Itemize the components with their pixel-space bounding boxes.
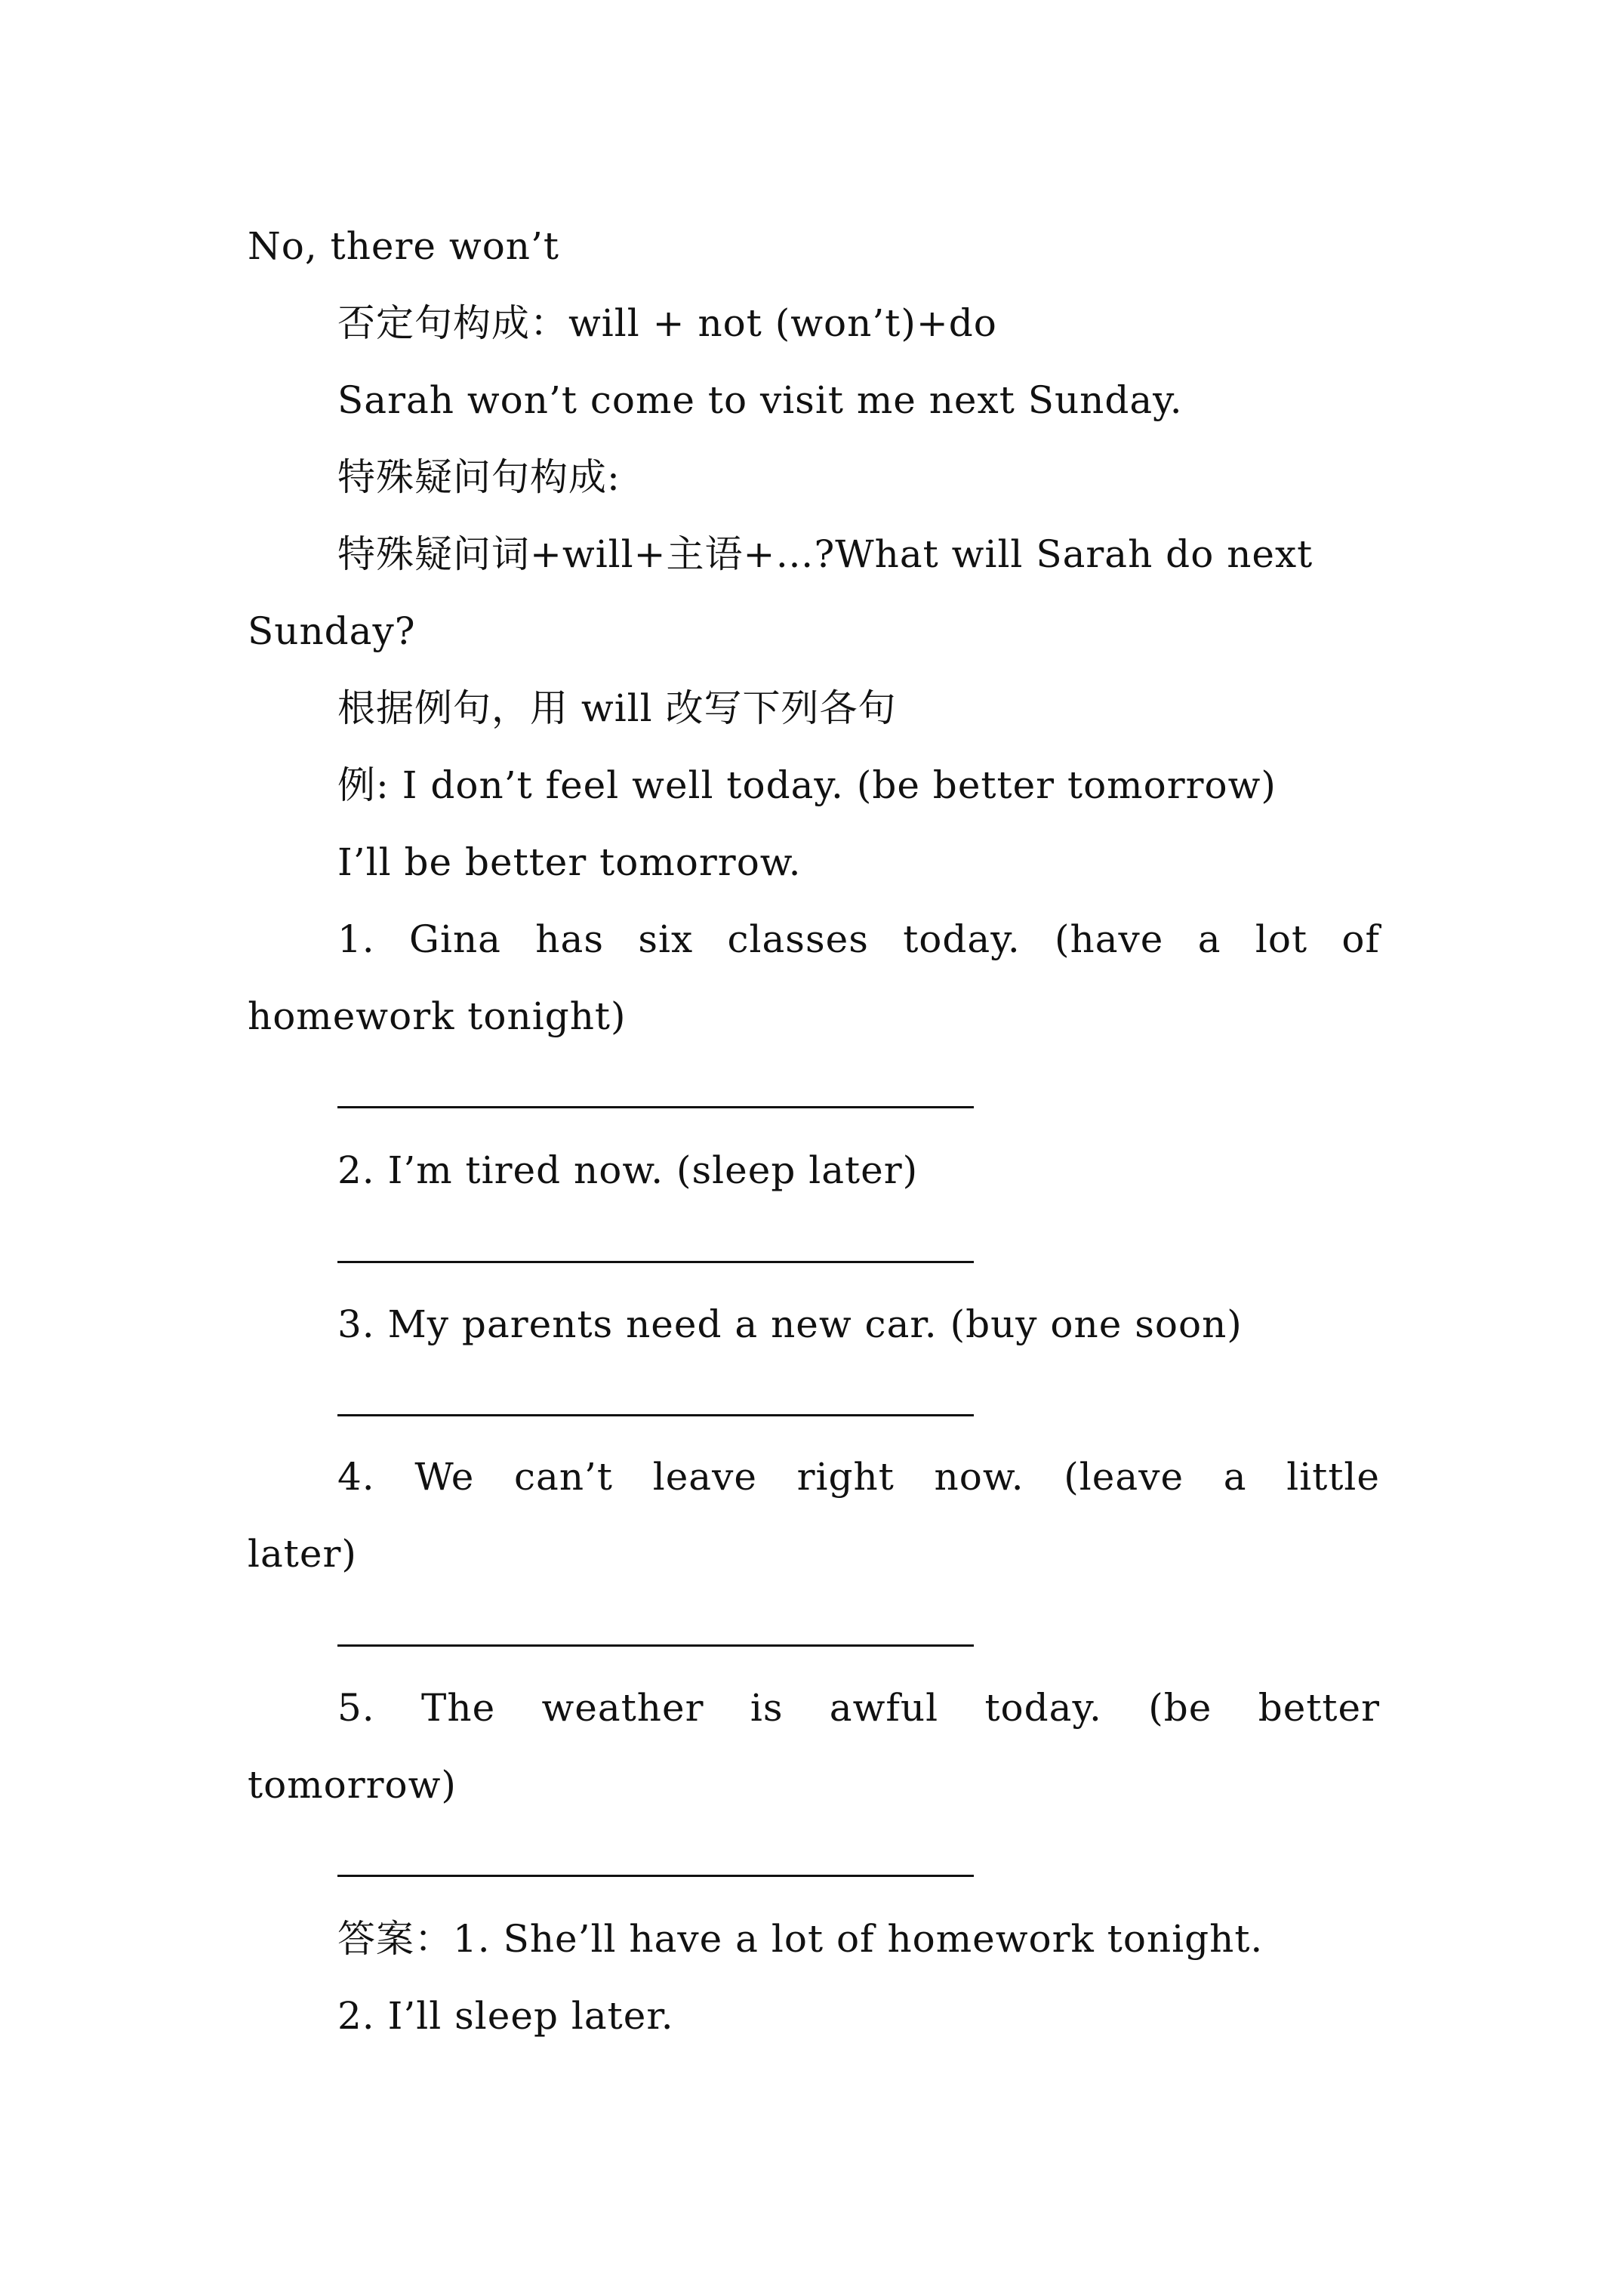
negative-example: Sarah won’t come to visit me next Sunday. [337,378,1183,422]
answer-blank-4[interactable] [337,1644,974,1647]
example-answer: I’ll be better tomorrow. [337,840,802,884]
answer-blank-5[interactable] [337,1875,974,1877]
text-line: No, there won’t [248,224,559,268]
answers-line-1: 答案：1. She’ll have a lot of homework tonight. [337,1917,1264,1961]
negative-rule: 否定句构成：will + not (won’t)+do [337,301,997,345]
exercise-2: 2. I’m tired now. (sleep later) [337,1148,919,1192]
exercise-4-continued: later) [248,1532,357,1576]
exercise-4: 4. We can’t leave right now. (leave a little [337,1455,1380,1499]
exercise-5: 5. The weather is awful today. (be better [337,1686,1380,1730]
example-sentence: 例: I don’t feel well today. (be better tomorrow) [337,763,1277,807]
answer-blank-2[interactable] [337,1261,974,1263]
exercise-3: 3. My parents need a new car. (buy one soon) [337,1302,1243,1346]
exercise-5-continued: tomorrow) [248,1763,457,1807]
instruction: 根据例句，用 will 改写下列各句 [337,686,897,730]
question-rule: 特殊疑问词+will+主语+…?What will Sarah do next [337,532,1313,576]
answer-blank-1[interactable] [337,1106,974,1108]
answers-line-2: 2. I’ll sleep later. [337,1994,674,2038]
question-heading: 特殊疑问句构成: [337,455,621,499]
question-rule-continued: Sunday? [248,609,416,653]
exercise-1-continued: homework tonight) [248,994,627,1038]
answer-blank-3[interactable] [337,1414,974,1416]
exercise-1: 1. Gina has six classes today. (have a lot of [337,917,1380,961]
